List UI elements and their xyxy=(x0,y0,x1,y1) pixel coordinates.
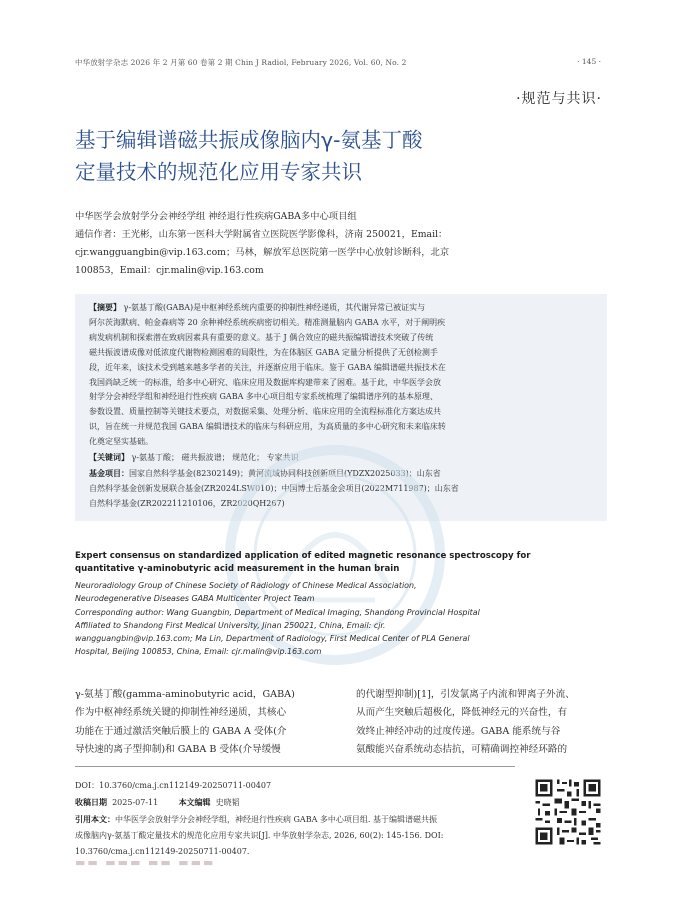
doi-link[interactable]: DOI：10.3760/cma.j.cn112149-20250711-00407 xyxy=(75,781,272,790)
funding-line: 自然科学基金(ZR202211210106，ZR2020QH267) xyxy=(89,498,285,508)
body-line: 导快速的离子型抑制)和 GABA B 受体(介导缓慢 xyxy=(75,743,281,755)
abstract-line: 病发病机制和探索潜在致病因素具有重要的意义。基于 J 偶合效应的磁共振编辑谱技术突破了传统 xyxy=(89,332,434,342)
body-column-right xyxy=(356,686,618,759)
body-line: 从而产生突触后超极化，降低神经元的兴奋性，有 xyxy=(356,707,568,719)
author-line: 通信作者：王光彬，山东第一医科大学附属省立医院医学影像科，济南 250021，Email： xyxy=(75,229,448,240)
funding-label: 基金项目： xyxy=(89,468,129,478)
title-line: 基于编辑谱磁共振成像脑内γ-氨基丁酸 xyxy=(75,128,423,152)
body-line: 功能在于通过激活突触后膜上的 GABA A 受体(介 xyxy=(75,725,287,737)
author-line: 中华医学会放射学分会神经学组 神经退行性疾病GABA多中心项目组 xyxy=(75,211,357,222)
received-label: 收稿日期 xyxy=(75,797,107,807)
body-line: γ-氨基丁酸(gamma-aminobutyric acid，GABA) xyxy=(75,689,295,700)
citation-line: 10.3760/cma.j.cn112149-20250711-00407. xyxy=(75,847,250,856)
title-line: 定量技术的规范化应用专家共识 xyxy=(75,160,362,184)
english-corr-line: Hospital, Beijing 100853, China, Email: cjr.malin@vip.163.com xyxy=(75,647,322,656)
editor-name: 史晓韬 xyxy=(215,798,240,807)
abstract-line: 阿尔茨海默病、帕金森病等 20 余种神经系统疾病密切相关。精准测量脑内 GABA 水平，对于阐明疾 xyxy=(89,317,446,327)
keywords-text: γ-氨基丁酸； 磁共振波谱； 规范化； 专家共识 xyxy=(131,453,299,462)
column-tag: ·规范与共识· xyxy=(516,91,602,107)
english-title xyxy=(75,550,615,576)
running-header: 中华放射学杂志 2026 年 2 月第 60 卷第 2 期 Chin J Radiol, February 2026, Vol. 60, No. 2 xyxy=(75,58,407,67)
page-number: · 145 · xyxy=(577,57,601,66)
abstract-line: 段，近年来，该技术受到越来越多学者的关注，并逐渐应用于临床。鉴于 GABA 编辑谱磁共振技术在 xyxy=(89,362,446,372)
citation-label: 引用本文： xyxy=(75,814,115,824)
abstract-line: γ-氨基丁酸(GABA)是中枢神经系统内重要的抑制性神经递质，其代谢异常已被证实与 xyxy=(123,303,426,312)
citation-line: 成像脑内γ-氨基丁酸定量技术的规范化应用专家共识[J]. 中华放射学杂志, 2026, 60(2): 145-156. DOI: xyxy=(75,831,444,840)
received-date: 2025-07-11 xyxy=(112,798,159,807)
abstract-text xyxy=(89,300,599,450)
abstract-label: 【摘要】 xyxy=(89,302,121,312)
english-corr-line: wangguangbin@vip.163.com; Ma Lin, Department of Radiology, First Medical Center of PLA General xyxy=(75,634,470,643)
english-title-line: Expert consensus on standardized application of edited magnetic resonance spectroscopy for xyxy=(75,551,531,561)
publisher-logo: ▬▬ ▬▬▬ ▬▬ ▬▬▬ xyxy=(75,856,216,869)
abstract-line: 射学分会神经学组和神经退行性疾病 GABA 多中心项目组专家系统梳理了编辑谱序列的基本原理、 xyxy=(89,392,438,402)
english-title-line: quantitative γ-aminobutyric acid measurement in the human brain xyxy=(75,564,400,574)
keywords-label: 【关键词】 xyxy=(89,452,129,462)
abstract-line: 磁共振波谱成像对低浓度代谢物检测困难的局限性，为在体脑区 GABA 定量分析提供了无创检测手 xyxy=(89,347,438,357)
body-line: 氨酸能兴奋系统动态拮抗，可精确调控神经环路的 xyxy=(356,743,568,755)
article-title xyxy=(75,124,615,188)
abstract-line: 化奠定坚实基础。 xyxy=(89,437,153,447)
qr-code-icon[interactable] xyxy=(533,777,603,847)
body-line: 效终止神经冲动的过度传递。GABA 能系统与谷 xyxy=(356,725,561,737)
editor-label: 本文编辑 xyxy=(178,797,211,807)
english-group-line: Neuroradiology Group of Chinese Society of Radiology of Chinese Medical Association, xyxy=(75,581,417,590)
english-corresponding xyxy=(75,606,615,658)
english-corr-line: Corresponding author: Wang Guangbin, Department of Medical Imaging, Shandong Provincial Hospital xyxy=(75,608,480,617)
footnote-separator xyxy=(75,766,515,767)
author-line: cjr.wangguangbin@vip.163.com；马林，解放军总医院第一医学中心放射诊断科，北京 xyxy=(75,247,450,258)
article-metadata xyxy=(75,778,520,860)
citation-line: 中华医学会放射学分会神经学组，神经退行性疾病 GABA 多中心项目组. 基于编辑谱磁共振 xyxy=(115,815,437,824)
english-corr-line: Affiliated to Shandong First Medical University, Jinan 250021, China, Email: cjr. xyxy=(75,621,386,630)
abstract-line: 识，旨在统一并规范我国 GABA 编辑谱技术的临床与科研应用，为高质量的多中心研究和未来临床转 xyxy=(89,422,446,432)
keywords xyxy=(89,450,599,466)
funding-line: 自然科学基金创新发展联合基金(ZR2024LSW010)；中国博士后基金会项目(2022M711987)；山东省 xyxy=(89,483,459,493)
english-author-group xyxy=(75,579,615,605)
author-line: 100853，Email：cjr.malin@vip.163.com xyxy=(75,265,264,276)
body-line: 作为中枢神经系统关键的抑制性神经递质，其核心 xyxy=(75,707,287,719)
abstract-box xyxy=(75,294,607,521)
funding xyxy=(89,466,599,512)
author-block xyxy=(75,208,615,280)
body-line: 的代谢型抑制)[1]，引发氯离子内流和钾离子外流、 xyxy=(356,689,575,700)
abstract-line: 参数设置、质量控制等关键技术要点，对数据采集、处理分析、临床应用的全流程标准化方案达成共 xyxy=(89,407,441,417)
abstract-line: 我国尚缺乏统一的标准，给多中心研究、临床应用及数据库构建带来了困难。基于此，中华医学会放 xyxy=(89,377,441,387)
funding-line: 国家自然科学基金(82302149)；黄河流域协同科技创新项目(YDZX2025033)；山东省 xyxy=(129,469,441,478)
english-group-line: Neurodegenerative Diseases GABA Multicenter Project Team xyxy=(75,594,315,603)
body-column-left xyxy=(75,686,337,759)
